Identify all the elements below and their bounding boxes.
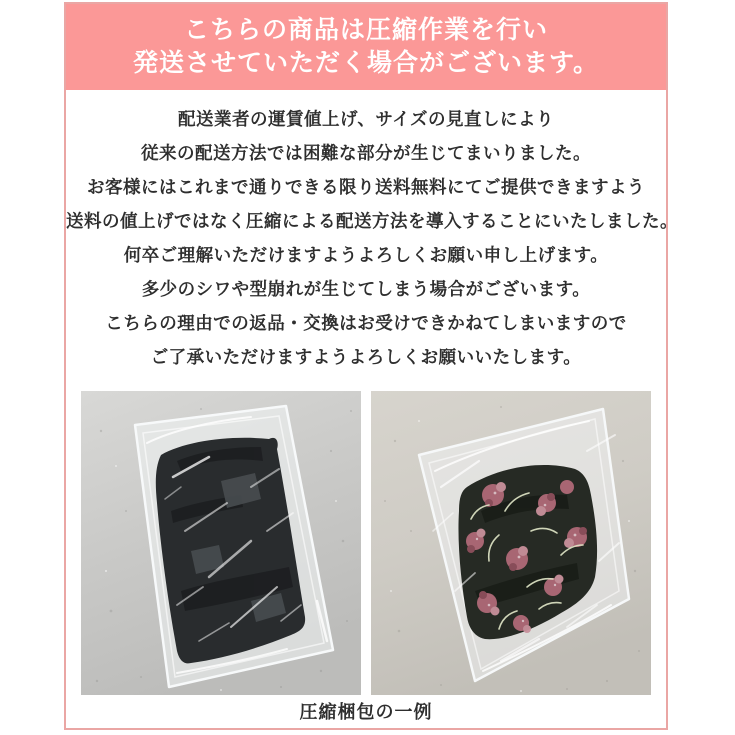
notice-line: 多少のシワや型崩れが生じてしまう場合がございます。 <box>141 279 591 299</box>
notice-frame <box>64 2 678 730</box>
notice-line: こちらの理由での返品・交換はお受けできかねてしまいますので <box>105 313 627 333</box>
notice-line: 何卒ご理解いただけますようよろしくお願い申し上げます。 <box>123 245 609 265</box>
notice-line: お客様にはこれまで通りできる限り送料無料にてご提供できますよう <box>87 177 645 197</box>
vacuum-sealed-floral-garment-photo <box>371 391 651 695</box>
photo-row <box>66 391 666 695</box>
banner-line-1: こちらの商品は圧縮作業を行い <box>183 16 548 44</box>
photo-caption: 圧縮梱包の一例 <box>299 702 433 722</box>
notice-line: 従来の配送方法では困難な部分が生じてまいりました。 <box>141 143 591 163</box>
notice-banner <box>66 4 666 90</box>
notice-line: ご了承いただけますようよろしくお願いいたします。 <box>150 347 582 367</box>
vacuum-sealed-dark-garment-photo <box>81 391 361 695</box>
notice-line: 送料の値上げではなく圧縮による配送方法を導入することにいたしました。 <box>66 211 678 231</box>
banner-line-2: 発送させていただく場合がございます。 <box>132 49 599 77</box>
notice-body <box>66 90 678 374</box>
notice-line: 配送業者の運賃値上げ、サイズの見直しにより <box>178 109 554 129</box>
